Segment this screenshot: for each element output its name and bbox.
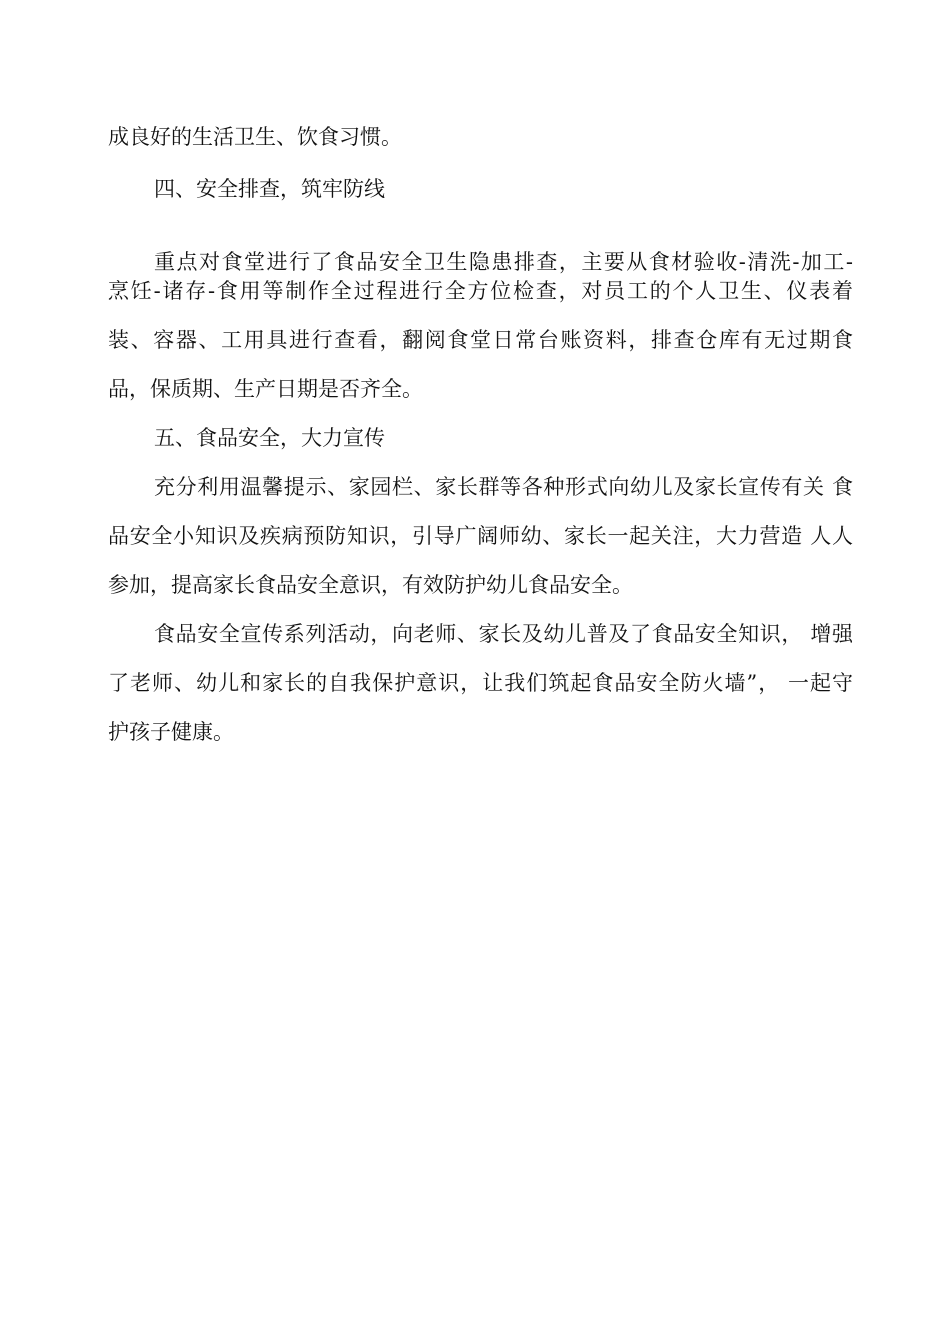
section-heading-safety-inspection: 四、安全排查，筑牢防线 [154, 177, 385, 201]
paragraph-line: 护孩子健康。 [108, 720, 234, 744]
paragraph-line: 参加，提高家长食品安全意识，有效防护幼儿食品安全。 [108, 573, 633, 597]
section-heading-food-safety-publicity: 五、食品安全，大力宣传 [154, 426, 385, 450]
paragraph-line: 了老师、幼儿和家长的自我保护意识，让我们筑起食品安全防火墙”， 一起守 [108, 671, 853, 695]
paragraph-line: 充分利用温馨提示、家园栏、家长群等各种形式向幼儿及家长宣传有关 食 [154, 475, 853, 499]
paragraph-line: 成良好的生活卫生、饮食习惯。 [108, 125, 402, 149]
paragraph-line: 烹饪-诸存-食用等制作全过程进行全方位检查，对员工的个人卫生、仪表着 [108, 279, 853, 303]
paragraph-line: 重点对食堂进行了食品安全卫生隐患排查，主要从食材验收-清洗-加工- [154, 250, 853, 274]
paragraph-line: 装、容器、工用具进行查看，翻阅食堂日常台账资料，排查仓库有无过期食 [108, 328, 853, 352]
paragraph-line: 品，保质期、生产日期是否齐全。 [108, 377, 423, 401]
paragraph-line: 食品安全宣传系列活动，向老师、家长及幼儿普及了食品安全知识， 增强 [154, 622, 853, 646]
paragraph-line: 品安全小知识及疾病预防知识，引导广阔师幼、家长一起关注，大力营造 人人 [108, 524, 853, 548]
